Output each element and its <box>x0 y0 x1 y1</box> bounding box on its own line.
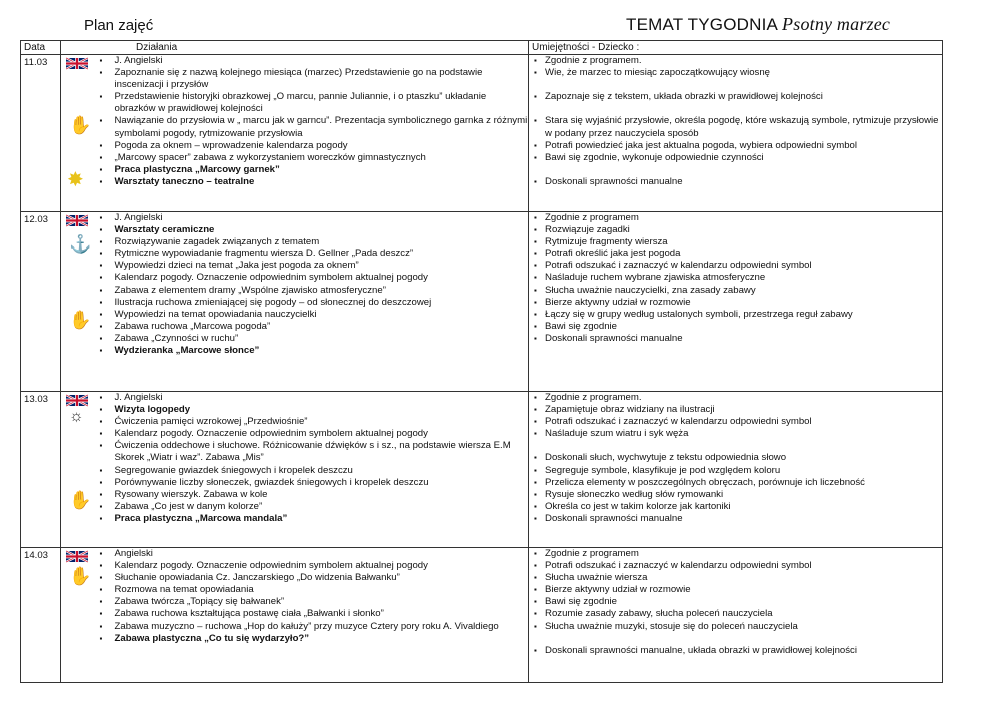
column-header-activities: Działania <box>61 41 529 55</box>
skill-item: ▪ Bierze aktywny udział w rozmowie <box>529 584 942 596</box>
day-date: 14.03 <box>21 548 61 683</box>
skill-item: ▪ Rytmizuje fragmenty wiersza <box>529 236 942 248</box>
activity-item: ▪ Zabawa „Czynności w ruchu” <box>93 333 529 345</box>
week-theme-heading <box>626 14 890 35</box>
day-skills <box>529 392 943 548</box>
activity-item: ▪ Zabawa „Co jest w danym kolorze” <box>93 501 529 513</box>
skill-item: ▪ Potrafi określić jaka jest pogoda <box>529 248 942 260</box>
theme-name: Psotny marzec <box>782 14 891 34</box>
activity-item: ▪ Ćwiczenia pamięci wzrokowej „Przedwiośnie” <box>93 416 529 428</box>
skill-item: ▪ Doskonali sprawności manualne <box>529 333 942 345</box>
skill-item: ▪ Naśladuje ruchem wybrane zjawiska atmosferyczne <box>529 272 942 284</box>
table-header-row <box>21 41 943 55</box>
activity-item: ▪ Angielski <box>93 548 529 560</box>
activity-item: ▪ Zabawa z elementem dramy „Wspólne zjawisko atmosferyczne” <box>93 285 529 297</box>
day-icons <box>61 392 93 548</box>
day-skills <box>529 212 943 392</box>
day-icons <box>61 55 93 212</box>
day-activities <box>93 212 529 392</box>
activity-item: ▪ Ćwiczenia oddechowe i słuchowe. Różnicowanie dźwięków s i sz., na podstawie wiersza E.M Skorek „Wiatr i waz”. Zabawa „Mis” <box>93 440 529 464</box>
activity-item: ▪ Kalendarz pogody. Oznaczenie odpowiednim symbolem aktualnej pogody <box>93 428 529 440</box>
activity-item: ▪ Zabawa twórcza „Topiący się bałwanek” <box>93 596 529 608</box>
activity-item: ▪ Kalendarz pogody. Oznaczenie odpowiednim symbolem aktualnej pogody <box>93 560 529 572</box>
activity-item: ▪ Nawiązanie do przysłowia w „ marcu jak w garncu”. Prezentacja symbolicznego garnka z różnymi symbolami pogody, rytmizowanie przysłowia <box>93 115 529 139</box>
skill-item: ▪ Doskonali sprawności manualne <box>529 176 942 188</box>
activity-item: ▪ Segregowanie gwiazdek śniegowych i kropelek deszczu <box>93 465 529 477</box>
sun-icon: ☼ <box>69 408 84 425</box>
skill-item: ▪ Potrafi odszukać i zaznaczyć w kalendarzu odpowiedni symbol <box>529 560 942 572</box>
skill-item: ▪ Rysuje słoneczko według słów rymowanki <box>529 489 942 501</box>
skill-item: ▪ Rozumie zasady zabawy, słucha poleceń nauczyciela <box>529 608 942 620</box>
activity-item: ▪ Rozmowa na temat opowiadania <box>93 584 529 596</box>
uk-flag-icon <box>66 394 88 407</box>
skill-item: ▪ Potrafi odszukać i zaznaczyć w kalendarzu odpowiedni symbol <box>529 260 942 272</box>
activity-item: ▪ Warsztaty taneczno – teatralne <box>93 176 529 188</box>
day-row <box>21 55 943 212</box>
skill-item: ▪ Doskonali sprawności manualne, układa obrazki w prawidłowej kolejności <box>529 645 942 657</box>
activity-item: ▪ Wydzieranka „Marcowe słonce” <box>93 345 529 357</box>
skill-item: ▪ Doskonali słuch, wychwytuje z tekstu odpowiednia słowo <box>529 452 942 464</box>
skill-item: ▪ Słucha uważnie nauczycielki, zna zasady zabawy <box>529 285 942 297</box>
anchor-icon: ⚓ <box>69 234 92 254</box>
activity-item: ▪ Porównywanie liczby słoneczek, gwiazdek śniegowych i kropelek deszczu <box>93 477 529 489</box>
day-icons <box>61 212 93 392</box>
activity-item: ▪ J. Angielski <box>93 55 529 67</box>
activity-item: ▪ Wypowiedzi na temat opowiadania nauczycielki <box>93 309 529 321</box>
day-activities <box>93 548 529 683</box>
activity-item: ▪ Zabawa ruchowa „Marcowa pogoda” <box>93 321 529 333</box>
activity-item: ▪ Zabawa ruchowa kształtująca postawę ciała „Bałwanki i słonko” <box>93 608 529 620</box>
day-activities <box>93 392 529 548</box>
skill-item: ▪ Doskonali sprawności manualne <box>529 513 942 525</box>
activity-item: ▪ Kalendarz pogody. Oznaczenie odpowiednim symbolem aktualnej pogody <box>93 272 529 284</box>
skill-item: ▪ Określa co jest w takim kolorze jak kartoniki <box>529 501 942 513</box>
day-skills <box>529 548 943 683</box>
uk-flag-icon <box>66 550 88 563</box>
skill-item: ▪ Zgodnie z programem. <box>529 392 942 404</box>
skill-item: ▪ Słucha uważnie muzyki, stosuje się do poleceń nauczyciela <box>529 621 942 633</box>
column-header-skills: Umiejętności - Dziecko : <box>529 41 943 55</box>
activity-item: ▪ Pogoda za oknem – wprowadzenie kalendarza pogody <box>93 140 529 152</box>
skill-item: ▪ Bawi się zgodnie, wykonuje odpowiednie czynności <box>529 152 942 164</box>
skill-item: ▪ Bawi się zgodnie <box>529 596 942 608</box>
activity-item: ▪ Zabawa plastyczna „Co tu się wydarzyło?” <box>93 633 529 645</box>
activity-item: ▪ J. Angielski <box>93 212 529 224</box>
day-icons <box>61 548 93 683</box>
hand-icon: ✋ <box>69 115 92 135</box>
activity-item: ▪ Rytmiczne wypowiadanie fragmentu wiersza D. Gellner „Pada deszcz” <box>93 248 529 260</box>
skill-item: ▪ Bawi się zgodnie <box>529 321 942 333</box>
activity-item: ▪ Praca plastyczna „Marcowa mandala” <box>93 513 529 525</box>
hand-icon: ✋ <box>69 566 92 586</box>
day-row <box>21 212 943 392</box>
day-row <box>21 392 943 548</box>
skill-item: ▪ Słucha uważnie wiersza <box>529 572 942 584</box>
skill-item: ▪ Stara się wyjaśnić przysłowie, określa pogodę, które wskazują symbole, rytmizuje przysłowie w podany przez nauczyciela sposób <box>529 115 942 139</box>
activity-item: ▪ J. Angielski <box>93 392 529 404</box>
skill-item: ▪ Wie, że marzec to miesiąc zapoczątkowujący wiosnę <box>529 67 942 79</box>
day-activities <box>93 55 529 212</box>
plan-table <box>20 40 943 683</box>
skill-item: ▪ Zgodnie z programem. <box>529 55 942 67</box>
skill-item: ▪ Naśladuje szum wiatru i syk węża <box>529 428 942 440</box>
activity-item: ▪ Wizyta logopedy <box>93 404 529 416</box>
day-date: 12.03 <box>21 212 61 392</box>
skill-item: ▪ Zapoznaje się z tekstem, układa obrazki w prawidłowej kolejności <box>529 91 942 103</box>
activity-item: ▪ Przedstawienie historyjki obrazkowej „O marcu, pannie Juliannie, i o ptaszku” układanie obrazków w prawidłowej kolejności <box>93 91 529 115</box>
activity-item: ▪ „Marcowy spacer” zabawa z wykorzystaniem woreczków gimnastycznych <box>93 152 529 164</box>
skill-item: ▪ Zgodnie z programem <box>529 212 942 224</box>
day-row <box>21 548 943 683</box>
skill-item: ▪ Potrafi odszukać i zaznaczyć w kalendarzu odpowiedni symbol <box>529 416 942 428</box>
hand-icon: ✋ <box>69 310 92 330</box>
hand-icon: ✋ <box>69 490 92 510</box>
activity-item: ▪ Zabawa muzyczno – ruchowa „Hop do kałuży” przy muzyce Cztery pory roku A. Vivaldiego <box>93 621 529 633</box>
plan-title: Plan zajęć <box>84 17 154 34</box>
activity-item: ▪ Wypowiedzi dzieci na temat „Jaka jest pogoda za oknem” <box>93 260 529 272</box>
skill-item: ▪ Łączy się w grupy według ustalonych symboli, przestrzega reguł zabawy <box>529 309 942 321</box>
skill-item: ▪ Bierze aktywny udział w rozmowie <box>529 297 942 309</box>
uk-flag-icon <box>66 214 88 227</box>
activity-item: ▪ Ilustracja ruchowa zmieniającej się pogody – od słonecznej do deszczowej <box>93 297 529 309</box>
skill-item: ▪ Segreguje symbole, klasyfikuje je pod względem koloru <box>529 465 942 477</box>
skill-item: ▪ Potrafi powiedzieć jaka jest aktualna pogoda, wybiera odpowiedni symbol <box>529 140 942 152</box>
column-header-date: Data <box>21 41 61 55</box>
uk-flag-icon <box>66 57 88 70</box>
activity-item: ▪ Zapoznanie się z nazwą kolejnego miesiąca (marzec) Przedstawienie go na podstawie inscenizacji i przysłów <box>93 67 529 91</box>
day-skills <box>529 55 943 212</box>
skill-item: ▪ Zapamiętuje obraz widziany na ilustracji <box>529 404 942 416</box>
day-date: 13.03 <box>21 392 61 548</box>
skill-item: ▪ Przelicza elementy w poszczególnych obręczach, porównuje ich liczebność <box>529 477 942 489</box>
skill-item: ▪ Zgodnie z programem <box>529 548 942 560</box>
day-date: 11.03 <box>21 55 61 212</box>
activity-item: ▪ Słuchanie opowiadania Cz. Janczarskiego „Do widzenia Bałwanku” <box>93 572 529 584</box>
activity-item: ▪ Rozwiązywanie zagadek związanych z tematem <box>93 236 529 248</box>
activity-item: ▪ Warsztaty ceramiczne <box>93 224 529 236</box>
activity-item: ▪ Praca plastyczna „Marcowy garnek” <box>93 164 529 176</box>
skill-item: ▪ Rozwiązuje zagadki <box>529 224 942 236</box>
star-icon: ✸ <box>67 169 84 191</box>
activity-item: ▪ Rysowany wierszyk. Zabawa w kole <box>93 489 529 501</box>
theme-label: TEMAT TYGODNIA <box>626 15 778 34</box>
